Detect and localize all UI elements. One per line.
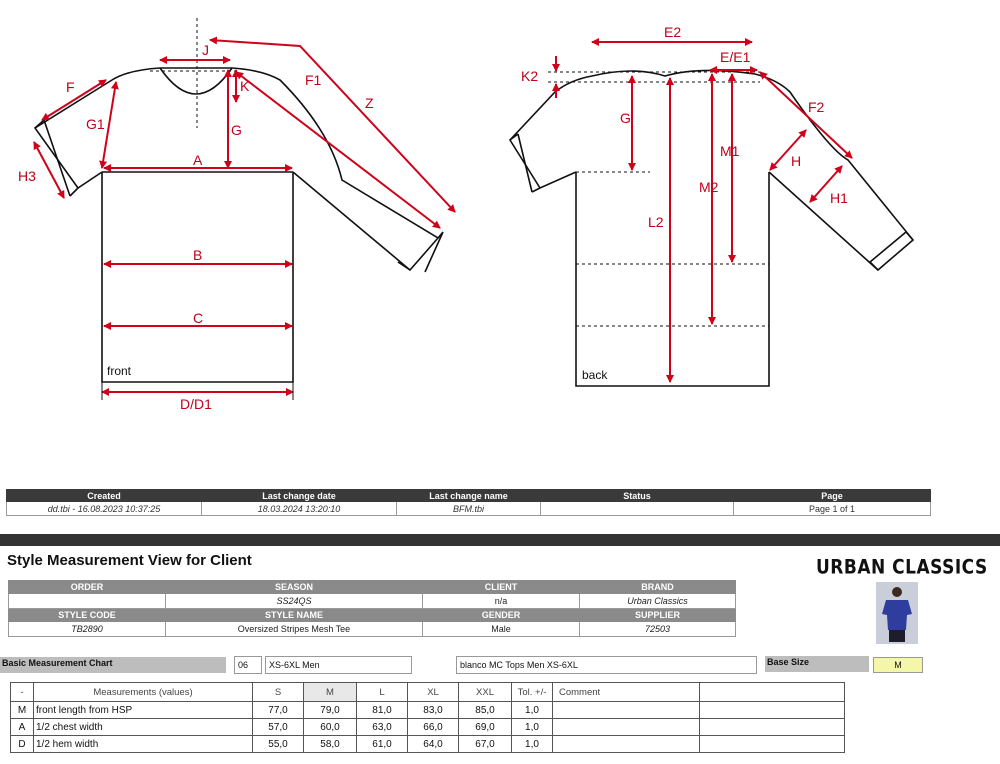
table-row[interactable] bbox=[11, 719, 845, 736]
supplier-header: SUPPLIER bbox=[580, 609, 736, 622]
brand-header: BRAND bbox=[580, 581, 736, 594]
marker-h: H bbox=[791, 153, 802, 169]
brand-logo: URBAN CLASSICS bbox=[816, 556, 988, 579]
cell-s[interactable]: 57,0 bbox=[253, 719, 304, 736]
cell-l[interactable]: 63,0 bbox=[357, 719, 408, 736]
meta-header: Created bbox=[7, 490, 202, 502]
cell-extra bbox=[700, 719, 845, 736]
cell-extra bbox=[700, 736, 845, 753]
cell-l[interactable]: 61,0 bbox=[357, 736, 408, 753]
col-header-xxl: XXL bbox=[459, 683, 512, 702]
base-size-value[interactable]: M bbox=[873, 657, 923, 673]
cell-xl[interactable]: 66,0 bbox=[408, 719, 459, 736]
row-measurement-name: 1/2 hem width bbox=[34, 736, 253, 753]
marker-g1: G1 bbox=[86, 116, 105, 132]
row-measurement-name: front length from HSP bbox=[34, 702, 253, 719]
basic-measurement-chart-label: Basic Measurement Chart bbox=[0, 657, 226, 673]
style-code-header: STYLE CODE bbox=[9, 609, 166, 622]
cell-comment[interactable] bbox=[553, 702, 700, 719]
col-header-code: - bbox=[11, 683, 34, 702]
gender-header: GENDER bbox=[423, 609, 580, 622]
cell-xxl[interactable]: 85,0 bbox=[459, 702, 512, 719]
col-header-comment: Comment bbox=[553, 683, 700, 702]
cell-comment[interactable] bbox=[553, 719, 700, 736]
brand-value: Urban Classics bbox=[580, 594, 736, 609]
marker-a: A bbox=[193, 152, 203, 168]
marker-f2: F2 bbox=[808, 99, 825, 115]
order-info-table bbox=[8, 580, 736, 637]
front-label: front bbox=[107, 364, 132, 378]
meta-header: Last change name bbox=[397, 490, 541, 502]
last-change-name-value: BFM.tbi bbox=[397, 502, 541, 516]
marker-k: K bbox=[240, 78, 250, 94]
page-value: Page 1 of 1 bbox=[734, 502, 931, 516]
supplier-value: 72503 bbox=[580, 622, 736, 637]
cell-xl[interactable]: 83,0 bbox=[408, 702, 459, 719]
size-range-field[interactable]: XS-6XL Men bbox=[265, 656, 412, 674]
marker-h1: H1 bbox=[830, 190, 848, 206]
cell-m[interactable]: 60,0 bbox=[304, 719, 357, 736]
row-code: D bbox=[11, 736, 34, 753]
cell-tolerance[interactable]: 1,0 bbox=[512, 736, 553, 753]
page-title: Style Measurement View for Client bbox=[7, 552, 252, 569]
gender-value: Male bbox=[423, 622, 580, 637]
back-label: back bbox=[582, 368, 608, 382]
product-photo bbox=[876, 582, 918, 644]
season-value: SS24QS bbox=[166, 594, 423, 609]
marker-b: B bbox=[193, 247, 203, 263]
row-code: M bbox=[11, 702, 34, 719]
cell-tolerance[interactable]: 1,0 bbox=[512, 719, 553, 736]
meta-header: Status bbox=[541, 490, 734, 502]
cell-extra bbox=[700, 702, 845, 719]
cell-xxl[interactable]: 69,0 bbox=[459, 719, 512, 736]
cell-m[interactable]: 58,0 bbox=[304, 736, 357, 753]
col-header-m: M bbox=[304, 683, 357, 702]
meta-header: Last change date bbox=[202, 490, 397, 502]
row-code: A bbox=[11, 719, 34, 736]
marker-m1: M1 bbox=[720, 143, 740, 159]
row-measurement-name: 1/2 chest width bbox=[34, 719, 253, 736]
marker-h3: H3 bbox=[18, 168, 36, 184]
marker-g: G bbox=[231, 122, 242, 138]
marker-e-e1: E/E1 bbox=[720, 49, 751, 65]
marker-l2: L2 bbox=[648, 214, 664, 230]
size-group-field[interactable]: blanco MC Tops Men XS-6XL bbox=[456, 656, 757, 674]
chart-number-field[interactable]: 06 bbox=[234, 656, 262, 674]
measurement-table bbox=[10, 682, 845, 753]
marker-k2: K2 bbox=[521, 68, 539, 84]
marker-z: Z bbox=[365, 95, 374, 111]
col-header-xl: XL bbox=[408, 683, 459, 702]
marker-m2: M2 bbox=[699, 179, 719, 195]
col-header-s: S bbox=[253, 683, 304, 702]
cell-m[interactable]: 79,0 bbox=[304, 702, 357, 719]
season-header: SEASON bbox=[166, 581, 423, 594]
marker-e2: E2 bbox=[664, 24, 682, 40]
last-change-date-value: 18.03.2024 13:20:10 bbox=[202, 502, 397, 516]
col-header-measurement: Measurements (values) bbox=[34, 683, 253, 702]
section-divider bbox=[0, 534, 1000, 546]
cell-tolerance[interactable]: 1,0 bbox=[512, 702, 553, 719]
cell-xl[interactable]: 64,0 bbox=[408, 736, 459, 753]
client-value: n/a bbox=[423, 594, 580, 609]
cell-comment[interactable] bbox=[553, 736, 700, 753]
style-name-header: STYLE NAME bbox=[166, 609, 423, 622]
table-row[interactable] bbox=[11, 736, 845, 753]
back-dimension-arrows bbox=[556, 42, 852, 382]
marker-j: J bbox=[202, 42, 209, 58]
marker-c: C bbox=[193, 310, 204, 326]
style-code-value: TB2890 bbox=[9, 622, 166, 637]
marker-d-d1: D/D1 bbox=[180, 396, 212, 412]
cell-xxl[interactable]: 67,0 bbox=[459, 736, 512, 753]
table-row[interactable] bbox=[11, 702, 845, 719]
marker-g-back: G bbox=[620, 110, 631, 126]
order-header: ORDER bbox=[9, 581, 166, 594]
style-name-value: Oversized Stripes Mesh Tee bbox=[166, 622, 423, 637]
col-header-l: L bbox=[357, 683, 408, 702]
cell-l[interactable]: 81,0 bbox=[357, 702, 408, 719]
created-value: dd.tbi - 16.08.2023 10:37:25 bbox=[7, 502, 202, 516]
col-header-tol: Tol. +/- bbox=[512, 683, 553, 702]
cell-s[interactable]: 55,0 bbox=[253, 736, 304, 753]
order-value bbox=[9, 594, 166, 609]
base-size-label: Base Size bbox=[765, 656, 869, 672]
marker-f: F bbox=[66, 79, 75, 95]
cell-s[interactable]: 77,0 bbox=[253, 702, 304, 719]
status-value bbox=[541, 502, 734, 516]
col-header-extra bbox=[700, 683, 845, 702]
marker-f1: F1 bbox=[305, 72, 322, 88]
meta-header: Page bbox=[734, 490, 931, 502]
document-meta-table bbox=[6, 489, 931, 516]
client-header: CLIENT bbox=[423, 581, 580, 594]
